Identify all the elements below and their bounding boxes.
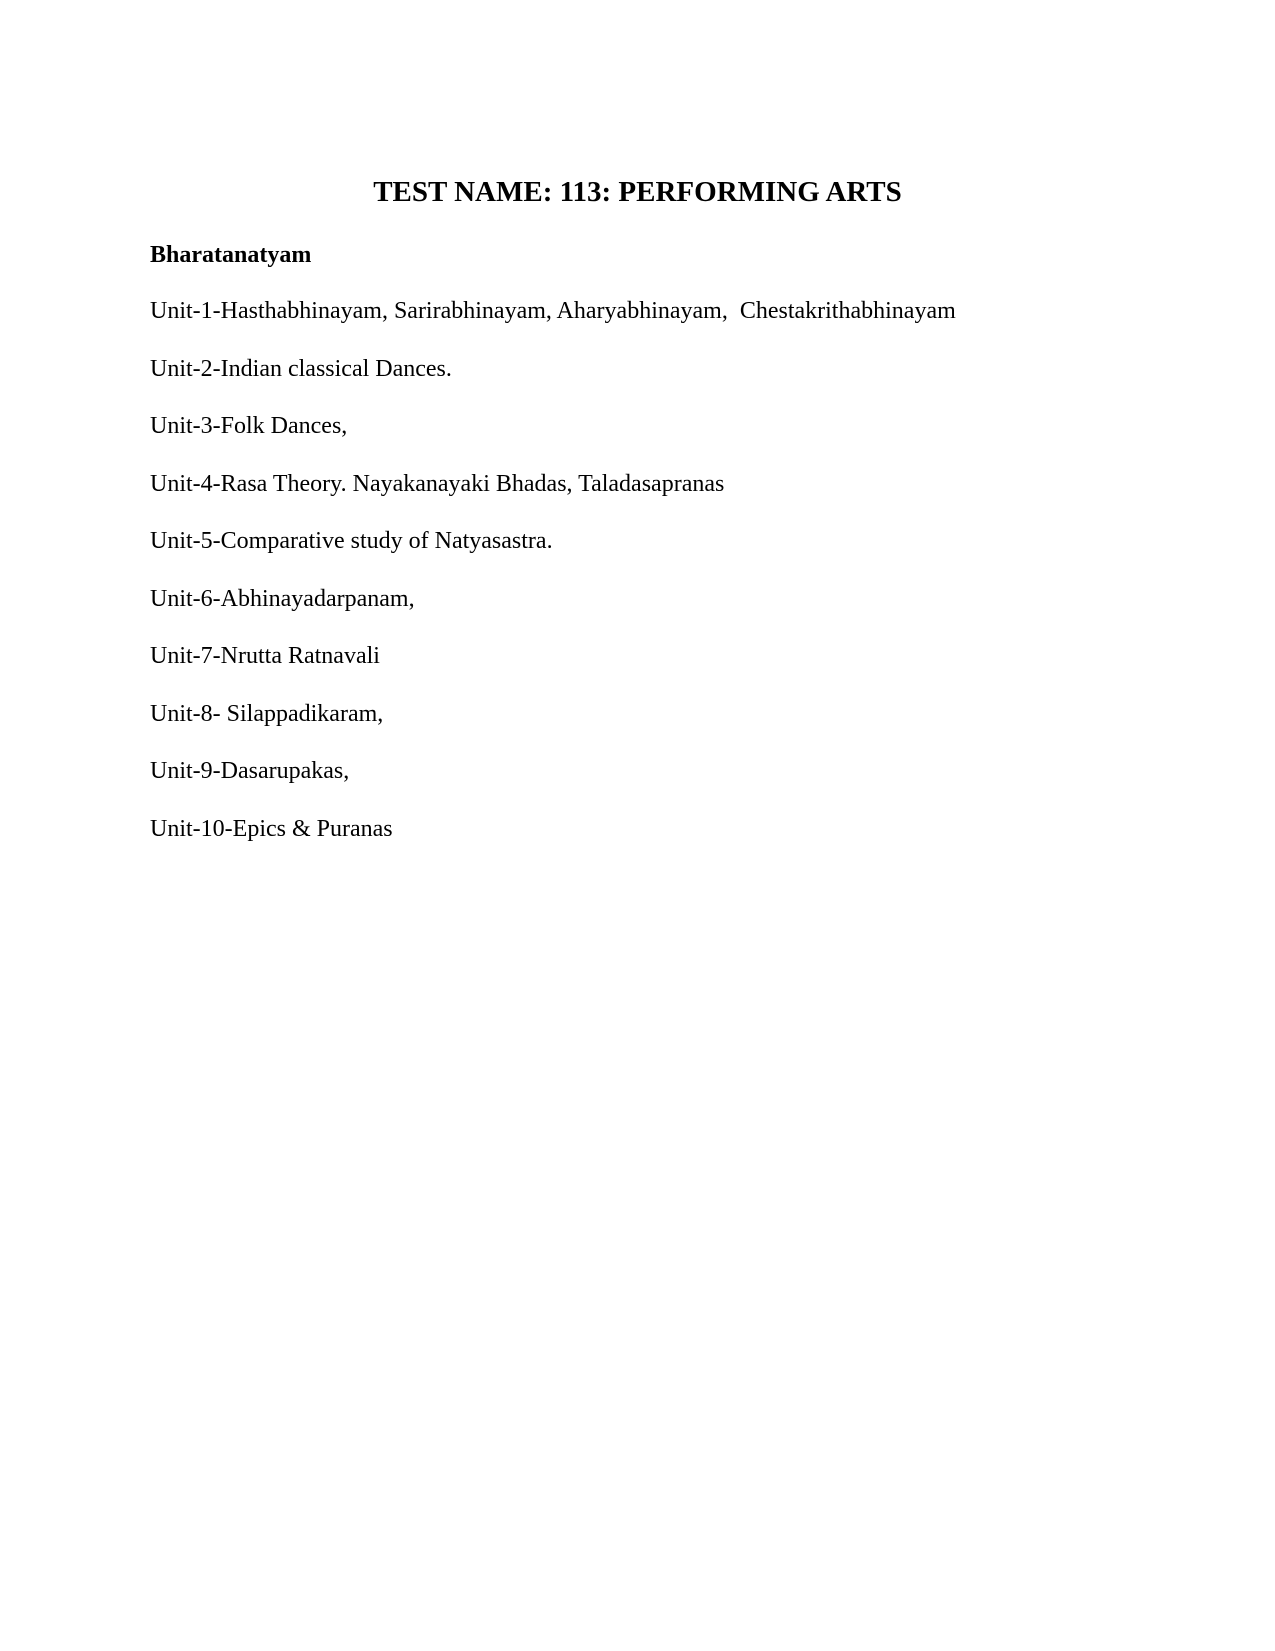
unit-item: Unit-1-Hasthabhinayam, Sarirabhinayam, Aharyabhinayam, Chestakrithabhinayam — [150, 298, 956, 324]
unit-item: Unit-2-Indian classical Dances. — [150, 355, 452, 382]
unit-item: Unit-4-Rasa Theory. Nayakanayaki Bhadas, Taladasapranas — [150, 470, 725, 497]
unit-item: Unit-3-Folk Dances, — [150, 413, 348, 439]
unit-item: Unit-10-Epics & Puranas — [150, 815, 393, 842]
unit-item: Unit-8- Silappadikaram, — [150, 700, 384, 727]
unit-item: Unit-5-Comparative study of Natyasastra. — [150, 528, 553, 554]
unit-item: Unit-7-Nrutta Ratnavali — [150, 643, 380, 669]
unit-item: Unit-9-Dasarupakas, — [150, 758, 350, 784]
page-title: TEST NAME: 113: PERFORMING ARTS — [373, 176, 902, 208]
subject-heading: Bharatanatyam — [150, 242, 312, 268]
unit-list — [150, 296, 956, 871]
unit-item: Unit-6-Abhinayadarpanam, — [150, 585, 415, 612]
